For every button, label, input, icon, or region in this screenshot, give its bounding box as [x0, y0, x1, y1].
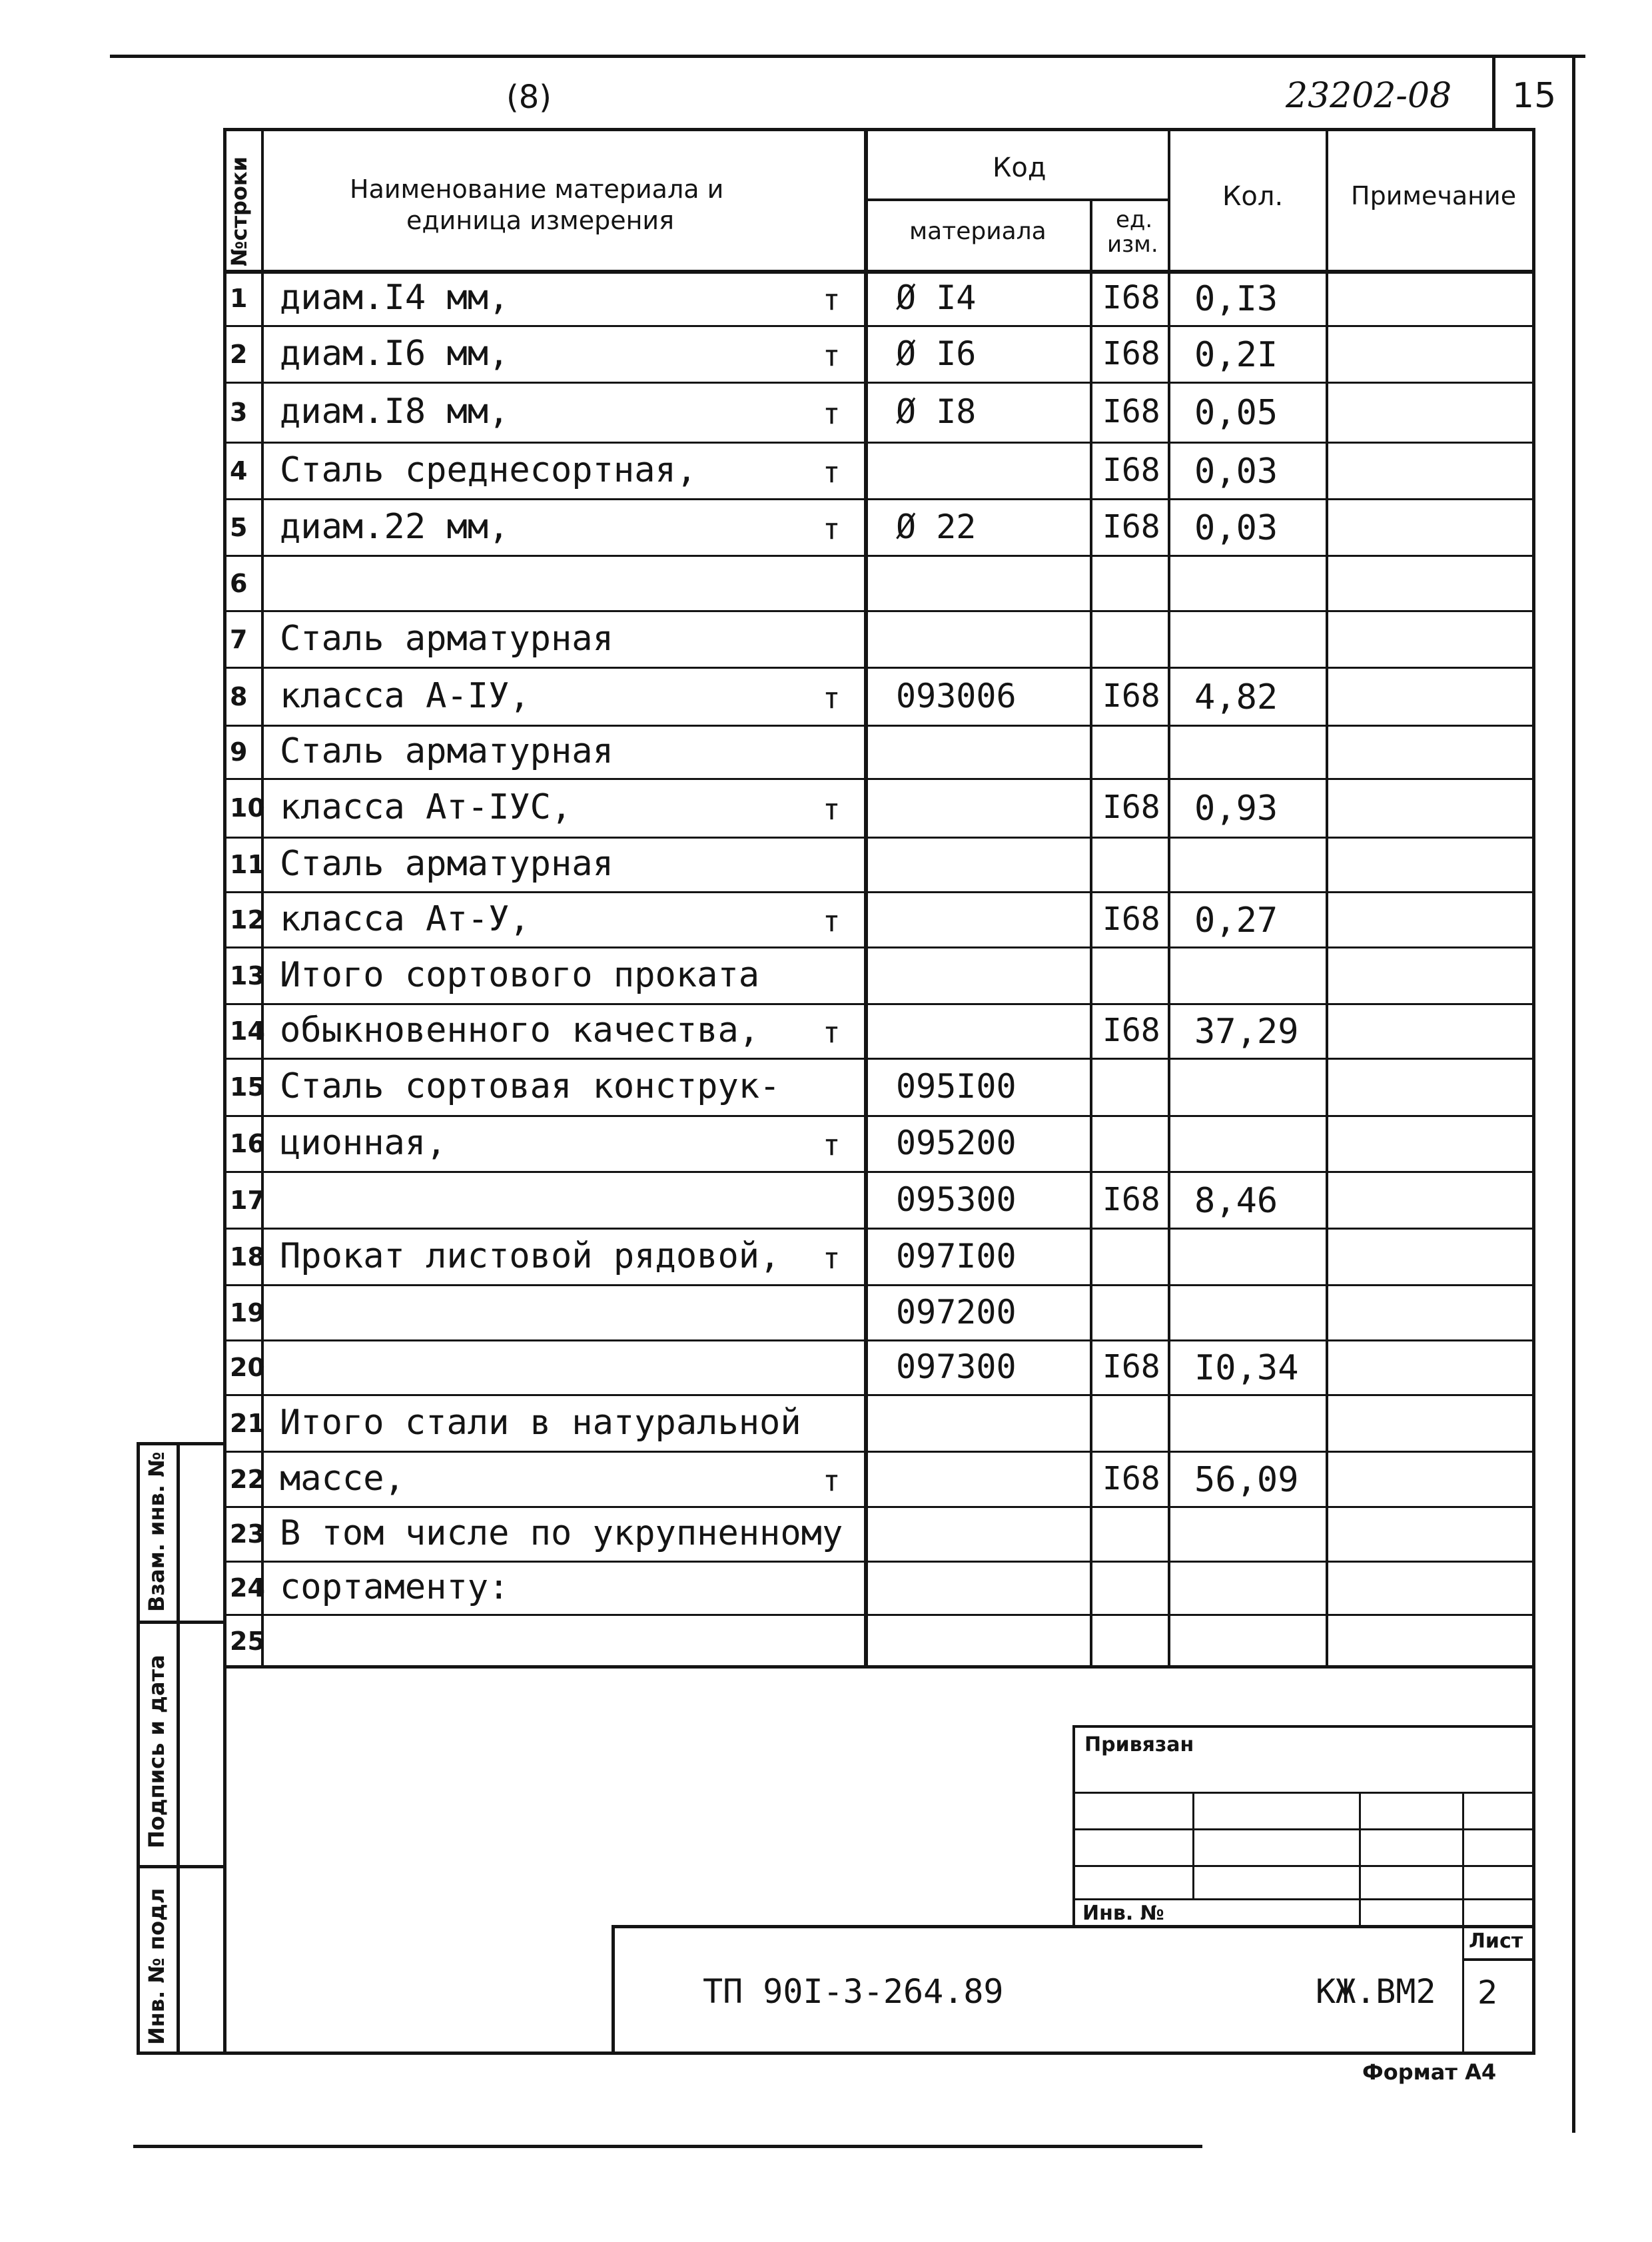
- material-name: сортаменту:: [280, 1567, 510, 1607]
- row-divider: [223, 1339, 1535, 1341]
- unit-label: т: [823, 512, 841, 546]
- row-number: 14: [230, 1016, 265, 1046]
- col-line-code: [1090, 200, 1092, 1669]
- list-label-divider: [1462, 1958, 1535, 1961]
- row-divider: [223, 1451, 1535, 1453]
- unit-label: т: [823, 1463, 841, 1498]
- row-number: 2: [230, 339, 248, 369]
- unit-code: I68: [1102, 1180, 1160, 1218]
- privyazan-grid-col-1: [1192, 1792, 1194, 1898]
- row-number: 10: [230, 793, 265, 823]
- list-label: Лист: [1469, 1930, 1523, 1953]
- row-divider: [223, 837, 1535, 839]
- material-code: 095I00: [896, 1067, 1017, 1106]
- row-number: 7: [230, 624, 248, 654]
- side-stamp-mid-line: [177, 1442, 180, 2055]
- material-name: массе,: [280, 1458, 405, 1499]
- sheet-number: 2: [1477, 1974, 1498, 2012]
- unit-code: I68: [1102, 1459, 1160, 1497]
- quantity: 0,05: [1194, 393, 1278, 433]
- side-stamp-left-line: [137, 1442, 140, 2055]
- privyazan-grid-col-3: [1462, 1792, 1464, 2055]
- privyazan-grid-line-4: [1072, 1898, 1535, 1900]
- row-divider: [223, 778, 1535, 780]
- col-line-name: [864, 128, 868, 1669]
- header-code-divider: [864, 198, 1169, 201]
- unit-code: I68: [1102, 279, 1160, 316]
- document-code: 23202-08: [1286, 76, 1452, 116]
- header-material-name: Наименование материала и: [350, 175, 724, 204]
- unit-label: т: [823, 397, 841, 431]
- material-code: Ø I6: [896, 334, 977, 373]
- material-name: Итого стали в натуральной: [280, 1402, 801, 1443]
- unit-code: I68: [1102, 393, 1160, 430]
- sheet-left-border: [223, 1669, 226, 2055]
- quantity: 0,27: [1194, 900, 1278, 940]
- quantity: 0,2I: [1194, 334, 1278, 375]
- row-divider: [223, 442, 1535, 444]
- unit-code: I68: [1102, 677, 1160, 715]
- material-code: Ø 22: [896, 507, 977, 546]
- row-divider: [223, 667, 1535, 669]
- unit-code: I68: [1102, 1348, 1160, 1385]
- project-code: ТП 90I-3-264.89: [703, 1972, 1004, 2011]
- privyazan-grid-col-2: [1359, 1792, 1361, 1925]
- material-name: Сталь арматурная: [280, 731, 614, 771]
- material-name: класса Ат-IУС,: [280, 787, 572, 827]
- privyazan-left-line: [1072, 1725, 1075, 1925]
- row-number: 18: [230, 1242, 265, 1272]
- unit-label: т: [823, 1016, 841, 1050]
- stamp-left-line: [612, 1925, 615, 2055]
- side-stamp-top-line: [137, 1442, 223, 1445]
- unit-label: т: [823, 904, 841, 938]
- quantity: 0,03: [1194, 508, 1278, 548]
- col-line-unit: [1168, 128, 1170, 1669]
- privyazan-grid-line-1: [1072, 1792, 1535, 1794]
- material-code: 095300: [896, 1180, 1017, 1219]
- material-name: диам.22 мм,: [280, 506, 510, 547]
- top-number: (8): [506, 79, 552, 116]
- quantity: 8,46: [1194, 1180, 1278, 1221]
- row-number: 1: [230, 284, 248, 313]
- row-number: 5: [230, 512, 248, 542]
- material-code: 097300: [896, 1347, 1017, 1386]
- row-divider: [223, 1171, 1535, 1173]
- row-number: 8: [230, 681, 248, 711]
- header-material-unit: единица измерения: [406, 206, 674, 235]
- row-number: 13: [230, 960, 265, 990]
- material-name: диам.I8 мм,: [280, 392, 510, 432]
- page-number-divider: [1492, 55, 1495, 128]
- privyazan-label: Привязан: [1084, 1733, 1194, 1756]
- row-divider: [223, 1228, 1535, 1230]
- row-divider: [223, 1394, 1535, 1396]
- row-divider: [223, 1561, 1535, 1563]
- row-divider: [223, 1614, 1535, 1616]
- quantity: 0,93: [1194, 789, 1278, 829]
- quantity: 4,82: [1194, 677, 1278, 717]
- row-divider: [223, 498, 1535, 500]
- material-name: диам.I6 мм,: [280, 333, 510, 374]
- row-number: 23: [230, 1519, 265, 1549]
- side-stamp-vzam: Взам. инв. №: [144, 1451, 169, 1612]
- header-code-unit-2: изм.: [1107, 231, 1158, 258]
- row-number: 3: [230, 398, 248, 427]
- row-number: 20: [230, 1353, 265, 1382]
- inv-no-label: Инв. №: [1082, 1902, 1164, 1925]
- unit-code: I68: [1102, 334, 1160, 372]
- row-divider: [223, 1058, 1535, 1060]
- row-number: 24: [230, 1573, 265, 1603]
- sheet-bottom-border: [137, 2052, 1535, 2055]
- material-name: В том числе по укрупненному: [280, 1513, 843, 1553]
- row-divider: [223, 610, 1535, 612]
- material-name: Сталь среднесортная,: [280, 450, 697, 490]
- privyazan-grid-line-3: [1072, 1865, 1535, 1867]
- side-stamp-podpis: Подпись и дата: [144, 1655, 169, 1848]
- row-divider: [223, 1284, 1535, 1286]
- row-number: 25: [230, 1627, 265, 1656]
- stamp-top-line: [612, 1925, 1535, 1928]
- material-name: ционная,: [280, 1123, 447, 1163]
- material-name: Сталь сортовая конструк-: [280, 1066, 781, 1106]
- header-bottom-line: [223, 270, 1535, 274]
- quantity: 0,03: [1194, 451, 1278, 492]
- page-number: 15: [1512, 76, 1557, 116]
- material-code: Ø I4: [896, 278, 977, 317]
- material-code: 097200: [896, 1292, 1017, 1331]
- unit-label: т: [823, 1128, 841, 1162]
- quantity: 56,09: [1194, 1459, 1299, 1500]
- row-divider: [223, 555, 1535, 557]
- header-code-unit-1: ед.: [1116, 206, 1153, 233]
- row-number: 11: [230, 850, 265, 879]
- unit-label: т: [823, 338, 841, 373]
- unit-code: I68: [1102, 1012, 1160, 1049]
- unit-label: т: [823, 455, 841, 490]
- row-divider: [223, 382, 1535, 384]
- unit-label: т: [823, 681, 841, 715]
- unit-label: т: [823, 1241, 841, 1276]
- row-number: 6: [230, 568, 248, 598]
- top-border-line: [110, 55, 1585, 58]
- material-name: класса А-IУ,: [280, 675, 530, 716]
- header-code-material: материала: [909, 218, 1046, 245]
- quantity: 37,29: [1194, 1012, 1299, 1052]
- row-number: 4: [230, 456, 248, 486]
- row-divider: [223, 946, 1535, 948]
- unit-label: т: [823, 793, 841, 827]
- row-divider: [223, 1003, 1535, 1005]
- material-code: 093006: [896, 676, 1017, 715]
- row-number: 9: [230, 737, 248, 767]
- unit-code: I68: [1102, 789, 1160, 826]
- row-number: 19: [230, 1298, 265, 1327]
- row-divider: [223, 1506, 1535, 1508]
- unit-code: I68: [1102, 451, 1160, 489]
- bottom-line: [133, 2145, 1202, 2148]
- quantity: 0,I3: [1194, 279, 1278, 319]
- material-name: Прокат листовой рядовой,: [280, 1236, 781, 1276]
- header-row-number: №строки: [226, 156, 252, 266]
- privyazan-grid-line-2: [1072, 1828, 1535, 1830]
- sheet-code: КЖ.ВМ2: [1316, 1972, 1436, 2011]
- row-number: 22: [230, 1464, 265, 1494]
- material-code: Ø I8: [896, 392, 977, 431]
- unit-code: I68: [1102, 900, 1160, 938]
- header-code: Код: [993, 153, 1046, 183]
- quantity: I0,34: [1194, 1348, 1299, 1388]
- col-line-qty: [1326, 128, 1328, 1669]
- row-number: 15: [230, 1072, 265, 1102]
- unit-code: I68: [1102, 508, 1160, 546]
- row-number: 17: [230, 1185, 265, 1215]
- row-number: 21: [230, 1408, 265, 1438]
- right-border-line: [1572, 55, 1575, 2133]
- format-label: Формат А4: [1362, 2059, 1497, 2085]
- material-name: обыкновенного качества,: [280, 1010, 760, 1050]
- unit-label: т: [823, 283, 841, 317]
- material-name: Сталь арматурная: [280, 618, 614, 659]
- material-name: диам.I4 мм,: [280, 278, 510, 318]
- row-number: 16: [230, 1129, 265, 1158]
- material-code: 095200: [896, 1124, 1017, 1162]
- row-divider: [223, 1115, 1535, 1117]
- header-quantity: Кол.: [1222, 181, 1284, 212]
- material-code: 097I00: [896, 1236, 1017, 1276]
- header-note: Примечание: [1351, 181, 1517, 210]
- material-name: Сталь арматурная: [280, 844, 614, 884]
- side-stamp-divider-2: [137, 1865, 223, 1868]
- material-name: Итого сортового проката: [280, 954, 760, 995]
- side-stamp-divider-1: [137, 1621, 223, 1624]
- row-number: 12: [230, 905, 265, 934]
- privyazan-top-line: [1072, 1725, 1535, 1728]
- material-name: класса Ат-У,: [280, 899, 530, 939]
- side-stamp-inv-podl: Инв. № подл: [144, 1888, 169, 2045]
- row-divider: [223, 891, 1535, 893]
- row-divider: [223, 725, 1535, 727]
- row-divider: [223, 325, 1535, 327]
